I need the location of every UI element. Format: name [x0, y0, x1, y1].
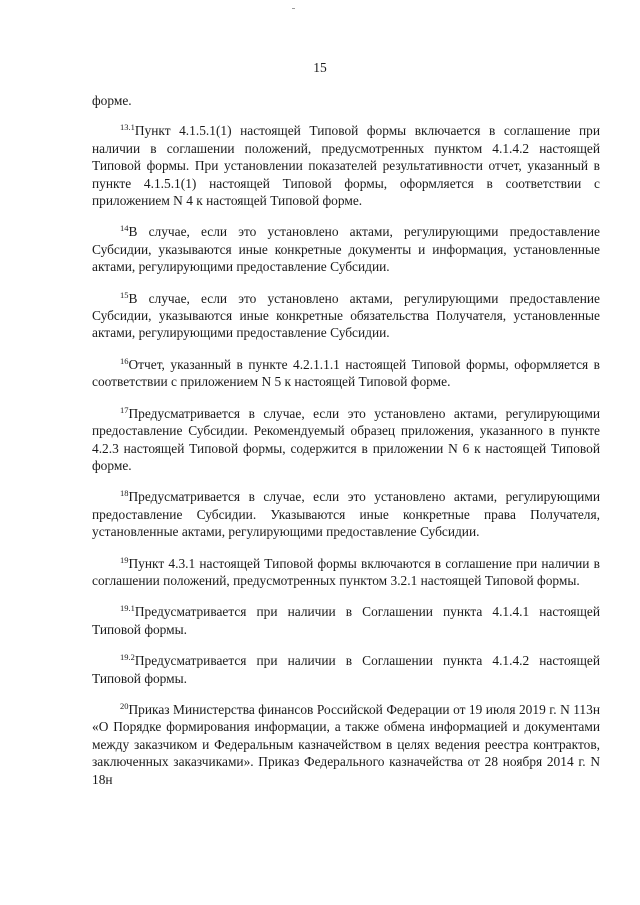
footnote-text: Предусматривается при наличии в Соглашении пункта 4.1.4.1 настоящей Типовой формы. — [92, 604, 600, 637]
page-number: 15 — [313, 60, 327, 75]
footnote-text: Приказ Министерства финансов Российской Федерации от 19 июля 2019 г. N 113н «О Порядке формирования информации, а также обмена информацией и документами между заказчиком и Федеральным казначейством в целях ведения реестра контрактов, заключенных заказчиками». Приказ Федерального казначейства от 28 ноября 2014 г. N 18н — [92, 701, 600, 787]
footnote-text: Предусматривается в случае, если это установлено актами, регулирующими предоставление Субсидии. Указываются иные конкретные права Получателя, установленные актами, регулирующими предоставление Субсидии. — [92, 489, 600, 540]
footnote-marker: 14 — [120, 223, 129, 234]
footnote-19-1 — [92, 603, 600, 638]
footnote-marker: 19 — [120, 554, 129, 565]
footnote-16 — [92, 356, 600, 391]
footnote-20 — [92, 701, 600, 788]
footnote-marker: 13.1 — [120, 122, 135, 133]
footnote-marker: 16 — [120, 355, 129, 366]
footnote-19 — [92, 555, 600, 590]
footnote-text: В случае, если это установлено актами, регулирующими предоставление Субсидии, указываются иные конкретные обязательства Получателя, установленные актами, регулирующими предоставление Субсидии. — [92, 290, 600, 341]
footnote-text: Предусматривается при наличии в Соглашении пункта 4.1.4.2 настоящей Типовой формы. — [92, 653, 600, 686]
footnote-14 — [92, 223, 600, 275]
footnote-15 — [92, 290, 600, 342]
footnote-marker: 18 — [120, 488, 129, 499]
footnote-marker: 19.1 — [120, 603, 135, 614]
footnote-marker: 19.2 — [120, 652, 135, 663]
footnote-17 — [92, 405, 600, 475]
footnote-text: Пункт 4.1.5.1(1) настоящей Типовой формы включается в соглашение при наличии в соглашении положений, предусмотренных пунктом 4.1.4.2 настоящей Типовой формы. При установлении показателей результативности отчет, указанный в пункте 4.1.5.1(1) настоящей Типовой формы, оформляется в соответствии с приложением N 4 к настоящей Типовой форме. — [92, 123, 600, 209]
footnote-13-1 — [92, 122, 600, 209]
footnote-marker: 17 — [120, 404, 129, 415]
continuation-text: форме. — [92, 93, 132, 108]
footnote-marker: 20 — [120, 700, 129, 711]
scan-speck — [292, 8, 295, 9]
footnotes-body — [92, 92, 600, 802]
footnote-18 — [92, 488, 600, 540]
footnote-19-2 — [92, 652, 600, 687]
footnote-text: Предусматривается в случае, если это установлено актами, регулирующими предоставление Субсидии. Рекомендуемый образец приложения, указанного в пункте 4.2.3 настоящей Типовой формы, содержится в приложении N 6 к настоящей Типовой форме. — [92, 405, 600, 473]
footnote-text: В случае, если это установлено актами, регулирующими предоставление Субсидии, указываются иные конкретные документы и информация, установленные актами, регулирующими предоставление Субсидии. — [92, 224, 600, 275]
footnote-text: Отчет, указанный в пункте 4.2.1.1.1 настоящей Типовой формы, оформляется в соответствии с приложением N 5 к настоящей Типовой форме. — [92, 356, 600, 390]
footnote-marker: 15 — [120, 289, 129, 300]
footnote-text: Пункт 4.3.1 настоящей Типовой формы включаются в соглашение при наличии в соглашении положений, предусмотренных пунктом 3.2.1 настоящей Типовой формы. — [92, 555, 600, 588]
